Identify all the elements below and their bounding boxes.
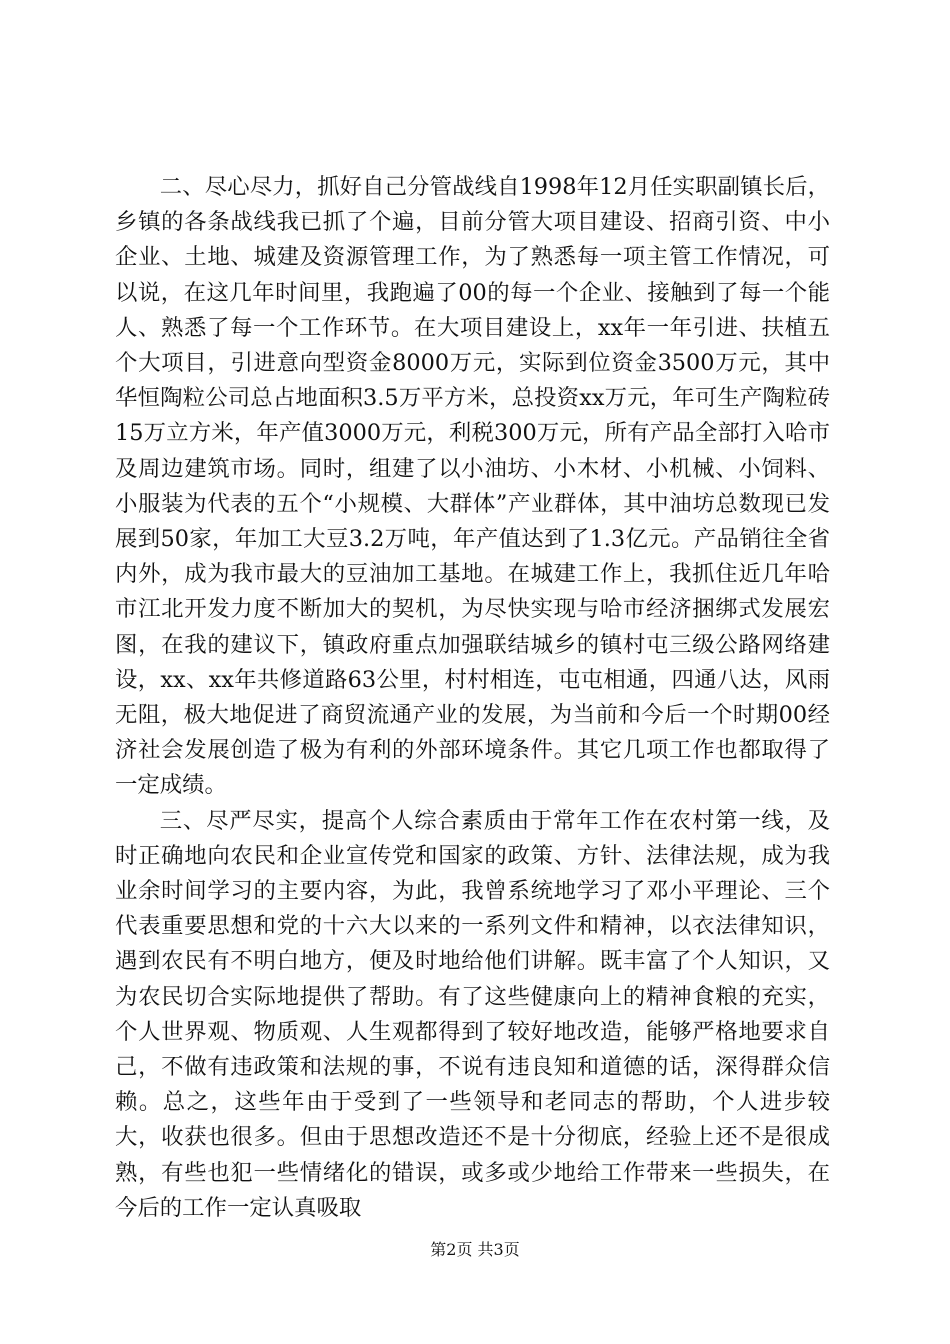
- paragraph-two: 二、尽心尽力，抓好自己分管战线自1998年12月任实职副镇长后，乡镇的各条战线我已抓了个遍，目前分管大项目建设、招商引资、中小企业、土地、城建及资源管理工作，为了熟悉每一项主管工作情况，可以说，在这几年时间里，我跑遍了00的每一个企业、接触到了每一个能人、熟悉了每一个工作环节。在大项目建设上，xx年一年引进、扶植五个大项目，引进意向型资金8000万元，实际到位资金3500万元，其中华恒陶粒公司总占地面积3.5万平方米，总投资xx万元，年可生产陶粒砖15万立方米，年产值3000万元，利税300万元，所有产品全部打入哈市及周边建筑市场。同时，组建了以小油坊、小木材、小机械、小饲料、小服装为代表的五个“小规模、大群体”产业群体，其中油坊总数现已发展到50家，年加工大豆3.2万吨，年产值达到了1.3亿元。产品销往全省内外，成为我市最大的豆油加工基地。在城建工作上，我抓住近几年哈市江北开发力度不断加大的契机，为尽快实现与哈市经济捆绑式发展宏图，在我的建议下，镇政府重点加强联结城乡的镇村屯三级公路网络建设，xx、xx年共修道路63公里，村村相连，屯屯相通，四通八达，风雨无阻，极大地促进了商贸流通产业的发展，为当前和今后一个时期00经济社会发展创造了极为有利的外部环境条件。其它几项工作也都取得了一定成绩。: [115, 174, 830, 799]
- page-footer: 第2页 共3页: [430, 1240, 520, 1259]
- document-body: [115, 170, 830, 1226]
- paragraph-three: 三、尽严尽实，提高个人综合素质由于常年工作在农村第一线，及时正确地向农民和企业宣传党和国家的政策、方针、法律法规，成为我业余时间学习的主要内容，为此，我曾系统地学习了邓小平理论、三个代表重要思想和党的十六大以来的一系列文件和精神，以衣法律知识，遇到农民有不明白地方，便及时地给他们讲解。既丰富了个人知识，又为农民切合实际地提供了帮助。有了这些健康向上的精神食粮的充实，个人世界观、物质观、人生观都得到了较好地改造，能够严格地要求自己，不做有违政策和法规的事，不说有违良知和道德的话，深得群众信赖。总之，这些年由于受到了一些领导和老同志的帮助，个人进步较大，收获也很多。但由于思想改造还不是十分彻底，经验上还不是很成熟，有些也犯一些情绪化的错误，或多或少地给工作带来一些损失，在今后的工作一定认真吸取: [115, 807, 830, 1221]
